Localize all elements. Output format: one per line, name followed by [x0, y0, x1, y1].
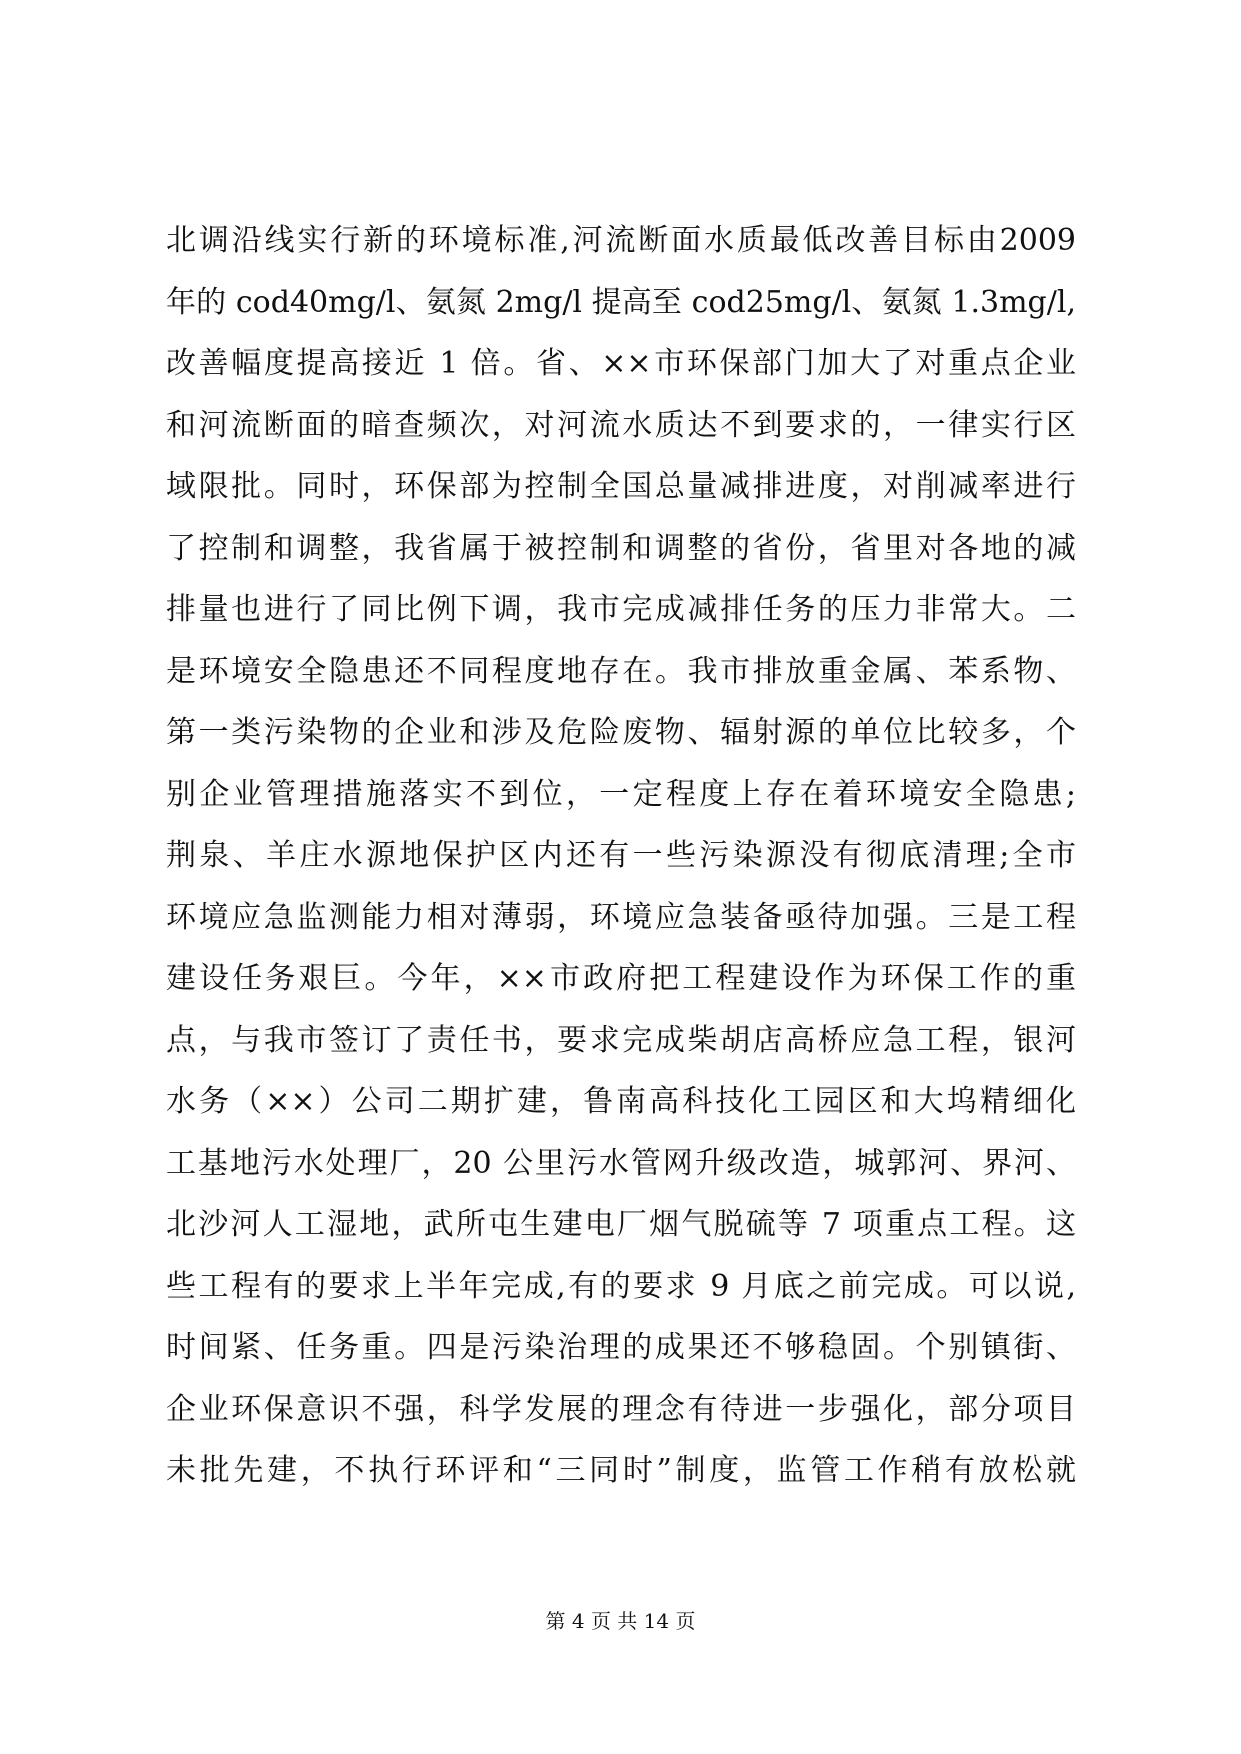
text-line: 改善幅度提高接近 1 倍。省、××市环保部门加大了对重点企业 — [166, 346, 1076, 381]
text-line: 第一类污染物的企业和涉及危险废物、辐射源的单位比较多，个 — [166, 715, 1076, 750]
text-line: 企业环保意识不强，科学发展的理念有待进一步强化，部分项目 — [166, 1391, 1076, 1427]
text-line: 和河流断面的暗查频次，对河流水质达不到要求的，一律实行区 — [166, 407, 1076, 443]
text-line: 排量也进行了同比例下调，我市完成减排任务的压力非常大。二 — [166, 592, 1076, 627]
text-line: 是环境安全隐患还不同程度地存在。我市排放重金属、苯系物、 — [166, 653, 1076, 689]
text-line: 荆泉、羊庄水源地保护区内还有一些污染源没有彻底清理;全市 — [166, 838, 1076, 873]
text-line: 了控制和调整，我省属于被控制和调整的省份，省里对各地的减 — [166, 530, 1076, 566]
text-line: 环境应急监测能力相对薄弱，环境应急装备亟待加强。三是工程 — [166, 899, 1076, 935]
text-line: 时间紧、任务重。四是污染治理的成果还不够稳固。个别镇街、 — [166, 1330, 1076, 1365]
text-line: 水务（××）公司二期扩建，鲁南高科技化工园区和大坞精细化 — [166, 1084, 1076, 1119]
page-footer — [0, 1608, 1241, 1634]
text-line: 域限批。同时，环保部为控制全国总量减排进度，对削减率进行 — [166, 469, 1076, 504]
text-line: 些工程有的要求上半年完成,有的要求 9 月底之前完成。可以说, — [166, 1268, 1076, 1304]
text-line: 未批先建，不执行环评和“三同时”制度，监管工作稍有放松就 — [166, 1453, 1076, 1488]
body-text — [166, 210, 1076, 1502]
text-line: 工基地污水处理厂，20 公里污水管网升级改造，城郭河、界河、 — [166, 1145, 1076, 1181]
text-line: 北调沿线实行新的环境标准,河流断面水质最低改善目标由2009 — [166, 223, 1076, 258]
text-line: 北沙河人工湿地，武所屯生建电厂烟气脱硫等 7 项重点工程。这 — [166, 1207, 1076, 1242]
text-line: 建设任务艰巨。今年，××市政府把工程建设作为环保工作的重 — [166, 961, 1076, 996]
text-line: 点，与我市签订了责任书，要求完成柴胡店高桥应急工程，银河 — [166, 1022, 1076, 1058]
text-line: 年的 cod40mg/l、氨氮 2mg/l 提高至 cod25mg/l、氨氮 1.3mg/l, — [166, 284, 1076, 320]
page-number-label: 第 4 页 共 14 页 — [545, 1609, 696, 1633]
text-line: 别企业管理措施落实不到位，一定程度上存在着环境安全隐患; — [166, 776, 1076, 812]
